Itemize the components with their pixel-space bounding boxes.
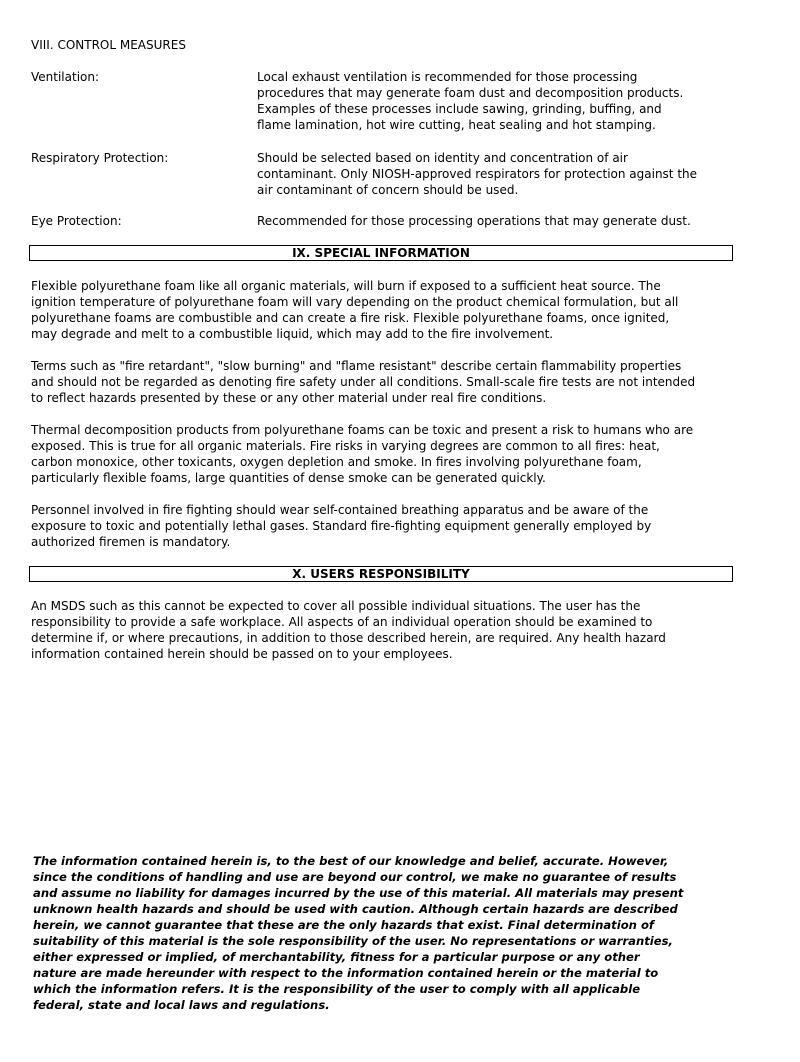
paragraph-line: ignition temperature of polyurethane foam will vary depending on the product chemical formulation, but all: [31, 295, 679, 309]
respiratory-protection-line: Should be selected based on identity and concentration of air: [257, 151, 628, 165]
disclaimer-line: federal, state and local laws and regulations.: [33, 998, 330, 1012]
respiratory-protection-text: [257, 150, 727, 198]
paragraph-line: and should not be regarded as denoting fire safety under all conditions. Small-scale fire tests are not intended: [31, 375, 696, 389]
paragraph-line: Terms such as "fire retardant", "slow burning" and "flame resistant" describe certain flammability properties: [31, 359, 682, 373]
disclaimer-line: either expressed or implied, of merchantability, fitness for a particular purpose or any other: [33, 950, 640, 964]
paragraph-line: to reflect hazards presented by these or any other material under real fire conditions.: [31, 391, 547, 405]
disclaimer-line: which the information refers. It is the responsibility of the user to comply with all applicable: [33, 982, 641, 996]
disclaimer-line: The information contained herein is, to the best of our knowledge and belief, accurate. However,: [33, 854, 669, 868]
ventilation-line: flame lamination, hot wire cutting, heat sealing and hot stamping.: [257, 118, 656, 132]
special-info-paragraph: [31, 278, 751, 342]
paragraph-line: Personnel involved in fire fighting should wear self-contained breathing apparatus and be aware of the: [31, 503, 649, 517]
special-info-paragraph: [31, 358, 751, 406]
paragraph-line: An MSDS such as this cannot be expected to cover all possible individual situations. The user has the: [31, 599, 641, 613]
paragraph-line: exposed. This is true for all organic materials. Fire risks in varying degrees are common to all fires: heat,: [31, 439, 660, 453]
ventilation-line: procedures that may generate foam dust and decomposition products.: [257, 86, 684, 100]
eye-protection-text: [257, 213, 727, 229]
special-info-paragraph: [31, 502, 751, 550]
disclaimer-line: and assume no liability for damages incurred by the use of this material. All materials may present: [33, 886, 684, 900]
paragraph-line: Flexible polyurethane foam like all organic materials, will burn if exposed to a sufficient heat source. The: [31, 279, 661, 293]
paragraph-line: may degrade and melt to a combustible liquid, which may add to the fire involvement.: [31, 327, 554, 341]
paragraph-line: authorized firemen is mandatory.: [31, 535, 231, 549]
paragraph-line: responsibility to provide a safe workplace. All aspects of an individual operation should be examined to: [31, 615, 653, 629]
special-information-heading: IX. SPECIAL INFORMATION: [29, 245, 733, 261]
paragraph-line: carbon monoxice, other toxicants, oxygen depletion and smoke. In fires involving polyurethane foam,: [31, 455, 642, 469]
paragraph-line: exposure to toxic and potentially lethal gases. Standard fire-fighting equipment generally employed by: [31, 519, 652, 533]
ventilation-text: [257, 69, 727, 133]
disclaimer-line: nature are made hereunder with respect to the information contained herein or the material to: [33, 966, 659, 980]
ventilation-line: Examples of these processes include sawing, grinding, buffing, and: [257, 102, 662, 116]
respiratory-protection-line: air contaminant of concern should be used.: [257, 183, 519, 197]
disclaimer-line: suitability of this material is the sole responsibility of the user. No representations or warranties,: [33, 934, 673, 948]
ventilation-label: Ventilation:: [31, 70, 100, 84]
paragraph-line: information contained herein should be passed on to your employees.: [31, 647, 453, 661]
users-responsibility-heading: X. USERS RESPONSIBILITY: [29, 566, 733, 582]
paragraph-line: polyurethane foams are combustible and can create a fire risk. Flexible polyurethane foams, once ignited,: [31, 311, 670, 325]
control-measures-heading: VIII. CONTROL MEASURES: [31, 38, 186, 52]
eye-protection-label: Eye Protection:: [31, 214, 122, 228]
disclaimer-line: since the conditions of handling and use are beyond our control, we make no guarantee of results: [33, 870, 677, 884]
ventilation-line: Local exhaust ventilation is recommended for those processing: [257, 70, 638, 84]
paragraph-line: determine if, or where precautions, in addition to those described herein, are required. Any health hazard: [31, 631, 666, 645]
disclaimer: [33, 853, 733, 1013]
disclaimer-line: herein, we cannot guarantee that these are the only hazards that exist. Final determination of: [33, 918, 654, 932]
respiratory-protection-line: contaminant. Only NIOSH-approved respirators for protection against the: [257, 167, 698, 181]
disclaimer-line: unknown health hazards and should be used with caution. Although certain hazards are described: [33, 902, 678, 916]
paragraph-line: Thermal decomposition products from polyurethane foams can be toxic and present a risk to humans who are: [31, 423, 694, 437]
respiratory-protection-label: Respiratory Protection:: [31, 151, 169, 165]
special-info-paragraph: [31, 422, 751, 486]
users-responsibility-paragraph: [31, 598, 751, 662]
eye-protection-line: Recommended for those processing operations that may generate dust.: [257, 214, 691, 228]
paragraph-line: particularly flexible foams, large quantities of dense smoke can be generated quickly.: [31, 471, 546, 485]
